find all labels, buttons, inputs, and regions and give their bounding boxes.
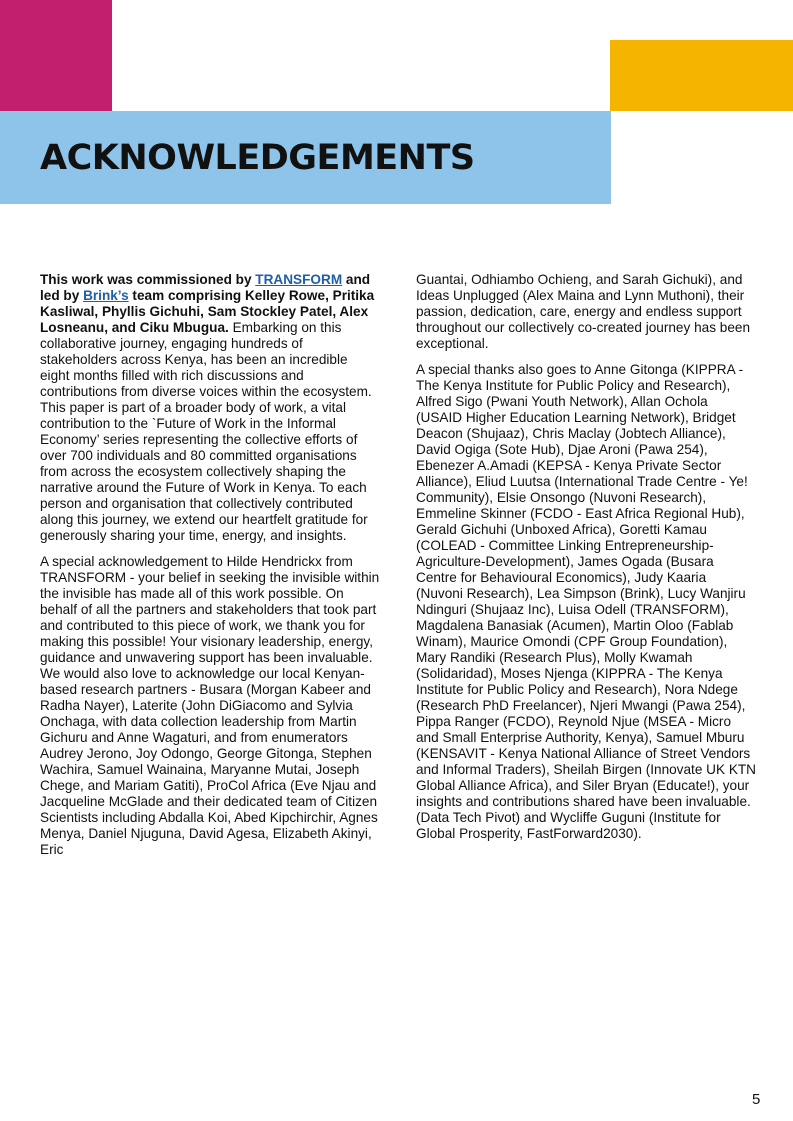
acknowledgement-paragraph: A special acknowledgement to Hilde Hendrickx from TRANSFORM - your belief in seeking the invisible within the invisible has made all of this work possible. On behalf of all the partners and stakeholders that took part and contributed to this piece of work, we thank you for making this possible! Your visionary leadership, energy, guidance and unwavering support has been invaluable. We would also love to acknowledge our local Kenyan-based research partners - Busara (Morgan Kabeer and Radha Nayer), Laterite (John DiGiacomo and Sylvia Onchaga, with data collection leadership from Martin Gichuru and Anne Wagaturi, and from enumerators Audrey Jerono, Joy Odongo, George Gitonga, Stephen Wachira, Samuel Wainaina, Maryanne Mutai, Joseph Chege, and Mariam Gatiti), ProCol Africa (Eve Njau and Jacqueline McGlade and their dedicated team of Citizen Scientists including Abdalla Koi, Abed Kipchirchir, Agnes Menya, Daniel Njuguna, David Agesa, Elizabeth Akinyi, Eric [40, 554, 380, 857]
intro-text-1: This work was commissioned by [40, 272, 256, 287]
yellow-decor-block [610, 40, 793, 111]
right-column [416, 272, 756, 852]
intro-text-3: team comprising Kelley Rowe, Pritika Kasliwal, Phyllis Gichuhi, Sam Stockley Patel, Alex Losneanu, and Ciku Mbugua. [40, 288, 375, 335]
intro-body: Embarking on this collaborative journey, engaging hundreds of stakeholders across Kenya, has been an incredible eight months filled with rich discussions and contributions from diverse voices within the ecosystem. This paper is part of a broader body of work, a vital contribution to the `Future of Work in the Informal Economy’ series representing the collective efforts of over 700 individuals and 80 committed organisations from across the ecosystem collectively shaping the narrative around the Future of Work in Kenya. To each person and organisation that collectively contributed along this journey, we extend our heartfelt gratitude for generously sharing your time, energy, and insights. [40, 320, 372, 543]
magenta-decor-block [0, 0, 112, 112]
partners-paragraph: Guantai, Odhiambo Ochieng, and Sarah Gichuki), and Ideas Unplugged (Alex Maina and Lynn Muthoni), their passion, dedication, care, energy and endless support throughout our collectively co-created journey has been exceptional. [416, 272, 751, 351]
page-number: 5 [752, 1091, 761, 1108]
thanks-paragraph: A special thanks also goes to Anne Gitonga (KIPPRA - The Kenya Institute for Public Policy and Research), Alfred Sigo (Pwani Youth Network), Allan Ochola (USAID Higher Education Learning Network), Bridget Deacon (Shujaaz), Chris Maclay (Jobtech Alliance), David Ogiga (Sote Hub), Djae Aroni (Pawa 254), Ebenezer A.Amadi (KEPSA - Kenya Private Sector Alliance), Eliud Luutsa (International Trade Centre - Ye! Community), Elsie Onsongo (Nuvoni Research), Emmeline Skinner (FCDO - East Africa Regional Hub), Gerald Gichuhi (Unboxed Africa), Goretti Kamau (COLEAD - Committee Linking Entrepreneurship-Agriculture-Development), James Ogada (Busara Centre for Behavioural Economics), Judy Kaaria (Nuvoni Research), Lea Simpson (Brink), Lucy Wanjiru Ndinguri (Shujaaz Inc), Luisa Odell (TRANSFORM), Magdalena Banasiak (Acumen), Martin Oloo (Fablab Winam), Maurice Omondi (CPF Group Foundation), Mary Randiki (Research Plus), Molly Kwamah (Solidaridad), Moses Njenga (KIPPRA - The Kenya Institute for Public Policy and Research), Nora Ndege (Research PhD Freelancer), Njeri Mwangi (Pawa 254), Pippa Ranger (FCDO), Reynold Njue (MSEA - Micro and Small Enterprise Authority, Kenya), Samuel Mburu (KENSAVIT - Kenya National Alliance of Street Vendors and Informal Traders), Sheilah Birgen (Innovate UK KTN Global Alliance Africa), and Siler Bryan (Educate!), your insights and contributions shared have been invaluable. (Data Tech Pivot) and Wycliffe Guguni (Institute for Global Prosperity, FastForward2030). [416, 362, 757, 841]
page-title: ACKNOWLEDGEMENTS [40, 138, 475, 178]
intro-text-2: and led by [40, 272, 371, 303]
brink-link[interactable]: Brink’s [83, 288, 129, 303]
intro-paragraph [40, 272, 380, 544]
transform-link[interactable]: TRANSFORM [255, 272, 343, 287]
left-column [40, 272, 380, 868]
